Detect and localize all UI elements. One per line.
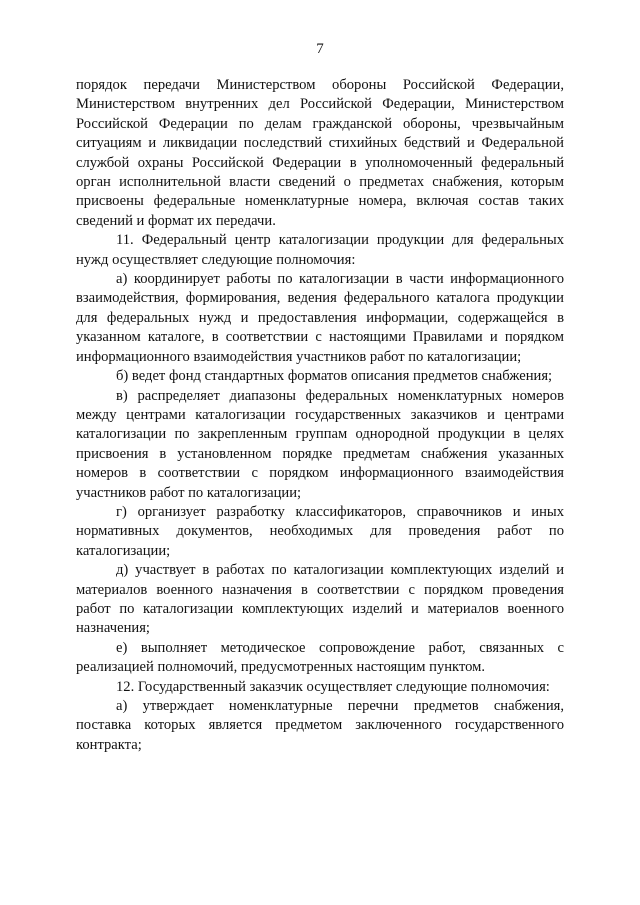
paragraph-item-12a: а) утверждает номенклатурные перечни предметов снабжения, поставка которых является предметом заключенного государственного контракта; bbox=[76, 698, 564, 753]
paragraph-item-11b: б) ведет фонд стандартных форматов описания предметов снабжения; bbox=[116, 368, 553, 385]
paragraph-item-12: 12. Государственный заказчик осуществляет следующие полномочия: bbox=[116, 678, 550, 695]
paragraph-item-11e: е) выполняет методическое сопровождение работ, связанных с реализацией полномочий, предусмотренных настоящим пунктом. bbox=[76, 639, 564, 676]
paragraph-intro: порядок передачи Министерством обороны Российской Федерации, Министерством внутренних дел Российской Федерации, Министерством Российской Федерации по делам гражданской обороны, чрезвычайным ситуациям и ликвидации последствий стихийных бедствий и Федеральной службой охраны Российской Федерации в уполномоченный федеральный орган исполнительной власти сведений о предметах снабжения, которым присвоены федеральные номенклатурные номера, включая состав таких сведений и формат их передачи. bbox=[76, 77, 564, 229]
paragraph-item-11: 11. Федеральный центр каталогизации продукции для федеральных нужд осуществляет следующие полномочия: bbox=[76, 232, 564, 268]
page-number: 7 bbox=[316, 41, 324, 57]
document-body bbox=[76, 76, 564, 755]
paragraph-item-11d: д) участвует в работах по каталогизации комплектующих изделий и материалов военного назначения в соответствии с порядком проведения работ по каталогизации комплектующих изделий и материалов военного назначения; bbox=[76, 562, 564, 637]
paragraph-item-11a: а) координирует работы по каталогизации в части информационного взаимодействия, формирования, ведения федерального каталога продукции для федеральных нужд и предоставления информации, содержащейся в указанном каталоге, в соответствии с настоящими Правилами и порядком информационного взаимодействия участников работ по каталогизации; bbox=[76, 271, 564, 365]
paragraph-item-11g: г) организует разработку классификаторов, справочников и иных нормативных документов, необходимых для проведения работ по каталогизации; bbox=[76, 503, 564, 559]
paragraph-item-11v: в) распределяет диапазоны федеральных номенклатурных номеров между центрами каталогизации государственных заказчиков и центрами каталогизации по закрепленным группам однородной продукции в целях присвоения в установленном порядке предметам снабжения указанных номеров в соответствии с порядком информационного взаимодействия участников работ по каталогизации; bbox=[76, 387, 564, 501]
